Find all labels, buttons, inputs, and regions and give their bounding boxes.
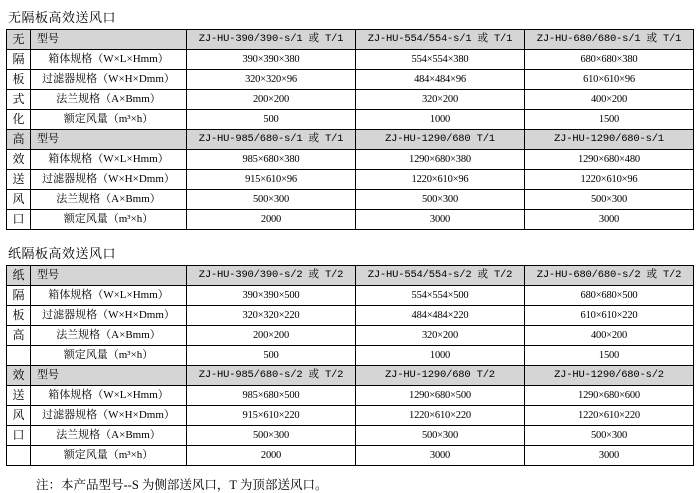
cell-value: 1000 [356, 346, 525, 366]
row-label: 型号 [31, 30, 187, 50]
side-char: 风 [7, 406, 31, 426]
cell-value: 1220×610×96 [356, 170, 525, 190]
side-char: 隔 [7, 50, 31, 70]
cell-value: 1290×680×380 [356, 150, 525, 170]
cell-value: 3000 [356, 446, 525, 466]
cell-value: 484×484×96 [356, 70, 525, 90]
row-label: 额定风量（m³×h） [31, 346, 187, 366]
row-label: 型号 [31, 366, 187, 386]
table-row [7, 266, 694, 286]
table-row [7, 50, 694, 70]
cell-value: 985×680×380 [187, 150, 356, 170]
cell-value: 320×200 [356, 326, 525, 346]
cell-value: 1220×610×220 [525, 406, 694, 426]
table-row [7, 70, 694, 90]
row-label: 过滤器规格（W×H×Dmm） [31, 306, 187, 326]
cell-value: 3000 [356, 210, 525, 230]
table-row [7, 286, 694, 306]
side-char: 无 [7, 30, 31, 50]
row-label: 型号 [31, 266, 187, 286]
cell-value: 500×300 [525, 426, 694, 446]
cell-value: 1220×610×96 [525, 170, 694, 190]
cell-value: 554×554×500 [356, 286, 525, 306]
cell-value: 484×484×220 [356, 306, 525, 326]
table-row [7, 210, 694, 230]
cell-value: 915×610×96 [187, 170, 356, 190]
section-title-1: 无隔板高效送风口 [8, 10, 117, 25]
side-char: 口 [7, 210, 31, 230]
cell-value: ZJ-HU-680/680-s/1 或 T/1 [525, 30, 694, 50]
row-label: 箱体规格（W×L×Hmm） [31, 386, 187, 406]
cell-value: 1290×680×600 [525, 386, 694, 406]
side-char: 风 [7, 190, 31, 210]
cell-value: 3000 [525, 210, 694, 230]
cell-value: 500 [187, 110, 356, 130]
cell-value: 2000 [187, 210, 356, 230]
cell-value: 500×300 [187, 426, 356, 446]
cell-value: 500×300 [187, 190, 356, 210]
cell-value: ZJ-HU-1290/680 T/1 [356, 130, 525, 150]
spec-table-2 [6, 265, 694, 466]
table-row [7, 446, 694, 466]
table-row [7, 326, 694, 346]
cell-value: 985×680×500 [187, 386, 356, 406]
cell-value: ZJ-HU-554/554-s/1 或 T/1 [356, 30, 525, 50]
cell-value: ZJ-HU-1290/680 T/2 [356, 366, 525, 386]
row-label: 箱体规格（W×L×Hmm） [31, 150, 187, 170]
cell-value: 1220×610×220 [356, 406, 525, 426]
cell-value: 400×200 [525, 90, 694, 110]
side-char: 板 [7, 306, 31, 326]
cell-value: ZJ-HU-1290/680-s/1 [525, 130, 694, 150]
cell-value: 200×200 [187, 90, 356, 110]
spec-table-1 [6, 29, 694, 230]
row-label: 法兰规格（A×Bmm） [31, 326, 187, 346]
row-label: 额定风量（m³×h） [31, 210, 187, 230]
side-char: 送 [7, 170, 31, 190]
cell-value: 1000 [356, 110, 525, 130]
cell-value: ZJ-HU-554/554-s/2 或 T/2 [356, 266, 525, 286]
table-row [7, 306, 694, 326]
cell-value: 320×200 [356, 90, 525, 110]
side-char: 隔 [7, 286, 31, 306]
row-label: 箱体规格（W×L×Hmm） [31, 50, 187, 70]
cell-value: 500×300 [356, 426, 525, 446]
cell-value: 1500 [525, 346, 694, 366]
side-char: 式 [7, 90, 31, 110]
side-char: 口 [7, 426, 31, 446]
cell-value: 1500 [525, 110, 694, 130]
cell-value: ZJ-HU-985/680-s/2 或 T/2 [187, 366, 356, 386]
cell-value: ZJ-HU-390/390-s/2 或 T/2 [187, 266, 356, 286]
row-label: 过滤器规格（W×H×Dmm） [31, 70, 187, 90]
cell-value: 610×610×96 [525, 70, 694, 90]
cell-value: 680×680×380 [525, 50, 694, 70]
row-label: 法兰规格（A×Bmm） [31, 190, 187, 210]
side-char: 效 [7, 150, 31, 170]
table-row [7, 90, 694, 110]
side-char: 板 [7, 70, 31, 90]
section-spacer [6, 230, 694, 240]
cell-value: 554×554×380 [356, 50, 525, 70]
table-row [7, 386, 694, 406]
table-row [7, 110, 694, 130]
row-label: 法兰规格（A×Bmm） [31, 426, 187, 446]
cell-value: 390×390×380 [187, 50, 356, 70]
side-char [7, 446, 31, 466]
cell-value: 1290×680×500 [356, 386, 525, 406]
row-label: 法兰规格（A×Bmm） [31, 90, 187, 110]
cell-value: 500×300 [525, 190, 694, 210]
row-label: 额定风量（m³×h） [31, 446, 187, 466]
table-row [7, 346, 694, 366]
cell-value: 915×610×220 [187, 406, 356, 426]
cell-value: ZJ-HU-1290/680-s/2 [525, 366, 694, 386]
cell-value: 610×610×220 [525, 306, 694, 326]
cell-value: 400×200 [525, 326, 694, 346]
table-row [7, 130, 694, 150]
row-label: 箱体规格（W×L×Hmm） [31, 286, 187, 306]
table-row [7, 190, 694, 210]
cell-value: ZJ-HU-985/680-s/1 或 T/1 [187, 130, 356, 150]
side-char: 纸 [7, 266, 31, 286]
side-char: 送 [7, 386, 31, 406]
side-char: 化 [7, 110, 31, 130]
cell-value: 3000 [525, 446, 694, 466]
row-label: 型号 [31, 130, 187, 150]
table-row [7, 30, 694, 50]
cell-value: ZJ-HU-680/680-s/2 或 T/2 [525, 266, 694, 286]
table-row [7, 150, 694, 170]
cell-value: 320×320×96 [187, 70, 356, 90]
cell-value: 1290×680×480 [525, 150, 694, 170]
side-char [7, 346, 31, 366]
cell-value: ZJ-HU-390/390-s/1 或 T/1 [187, 30, 356, 50]
section-title-2: 纸隔板高效送风口 [8, 246, 117, 261]
row-label: 过滤器规格（W×H×Dmm） [31, 406, 187, 426]
cell-value: 200×200 [187, 326, 356, 346]
cell-value: 320×320×220 [187, 306, 356, 326]
side-char: 高 [7, 130, 31, 150]
side-char: 效 [7, 366, 31, 386]
cell-value: 2000 [187, 446, 356, 466]
cell-value: 680×680×500 [525, 286, 694, 306]
cell-value: 500 [187, 346, 356, 366]
footnote: 注：本产品型号--S 为侧部送风口，T 为顶部送风口。 [36, 478, 328, 492]
side-char: 高 [7, 326, 31, 346]
table-row [7, 406, 694, 426]
table-row [7, 170, 694, 190]
row-label: 过滤器规格（W×H×Dmm） [31, 170, 187, 190]
cell-value: 500×300 [356, 190, 525, 210]
row-label: 额定风量（m³×h） [31, 110, 187, 130]
table-row [7, 366, 694, 386]
cell-value: 390×390×500 [187, 286, 356, 306]
table-row [7, 426, 694, 446]
